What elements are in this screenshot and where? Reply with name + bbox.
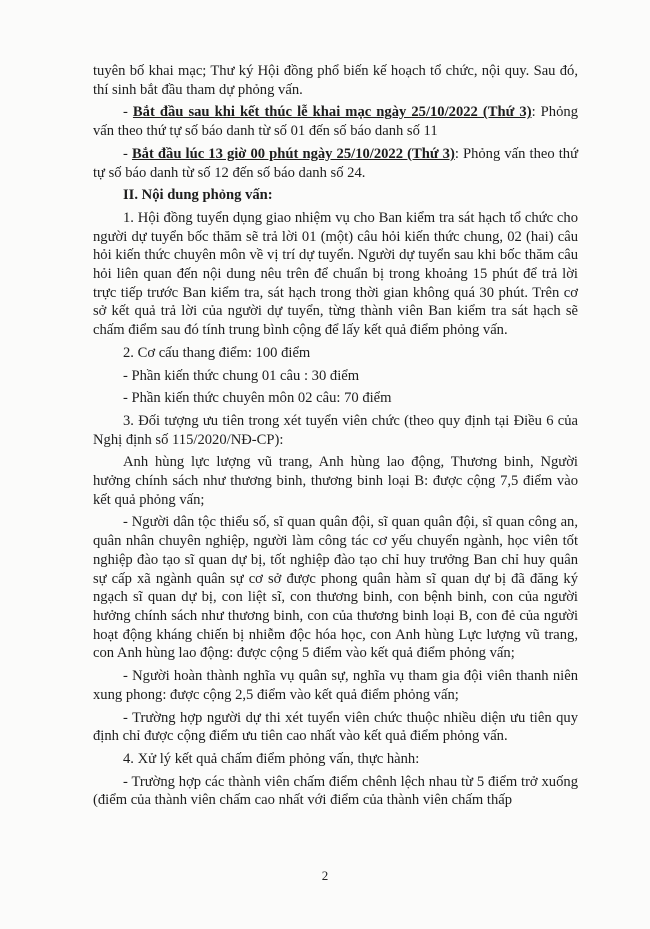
item-2: 2. Cơ cấu thang điểm: 100 điểm: [123, 344, 311, 361]
session-2: [93, 145, 578, 182]
item-4: 4. Xử lý kết quả chấm điểm phỏng vấn, thực hành:: [123, 750, 420, 767]
item-3-b: - Người dân tộc thiểu số, sĩ quan quân đội, sĩ quan quân đội, sĩ quan công an, quân nhân chuyên nghiệp, người làm công tác cơ yếu chuyển ngành, học viên tốt nghiệp đào tạo sĩ quan dự bị, tốt nghiệp đào tạo chỉ huy trưởng Ban chỉ huy quân sự cấp xã ngành quân sự cơ sở được phong quân hàm sĩ quan dự bị đã đăng ký ngạch sĩ quan dự bị, con liệt sĩ, con thương binh, con bệnh binh, con của người hưởng chính sách như thương binh, con của thương binh loại B, con đẻ của người hoạt động kháng chiến bị nhiễm độc hóa học, con Anh hùng Lực lượng vũ trang, con Anh hùng lao động: được cộng 5 điểm vào kết quả điểm phỏng vấn;: [93, 514, 578, 662]
session-1-detail: : Phỏng vấn theo thứ tự số báo danh từ số 01 đến số báo danh số 11: [93, 104, 578, 140]
session-2-time: Bắt đầu lúc 13 giờ 00 phút ngày 25/10/2022 (Thứ 3): [131, 145, 455, 162]
item-2-a: - Phần kiến thức chung 01 câu : 30 điểm: [123, 367, 360, 384]
item-3-a: Anh hùng lực lượng vũ trang, Anh hùng lao động, Thương binh, Người hưởng chính sách như thương binh, thương binh loại B: được cộng 7,5 điểm vào kết quả phỏng vấn;: [93, 454, 578, 508]
session-2-detail: : Phỏng vấn theo thứ tự số báo danh từ số 12 đến số báo danh số 24.: [93, 145, 578, 181]
item-2-b: - Phần kiến thức chuyên môn 02 câu: 70 điểm: [123, 390, 392, 407]
session-1: [93, 103, 578, 140]
document-body: [93, 62, 578, 814]
item-4-a: - Trường hợp các thành viên chấm điểm chênh lệch nhau từ 5 điểm trở xuống (điểm của thành viên chấm cao nhất với điểm của thành viên chấm thấp: [93, 773, 578, 809]
item-3-d: - Trường hợp người dự thi xét tuyển viên chức thuộc nhiều diện ưu tiên quy định chỉ được cộng điểm ưu tiên cao nhất vào kết quả điểm phỏng vấn.: [93, 709, 578, 745]
item-1: 1. Hội đồng tuyển dụng giao nhiệm vụ cho Ban kiểm tra sát hạch tổ chức cho người dự tuyển bốc thăm sẽ trả lời 01 (một) câu hỏi kiến thức chung, 02 (hai) câu hỏi kiến thức chuyên môn về vị trí dự tuyển. Người dự tuyển sau khi bốc thăm câu hỏi liên quan đến nội dung nêu trên để chuẩn bị trong khoảng 15 phút để trả lời trực tiếp trước Ban kiểm tra, sát hạch trong thời gian không quá 30 phút. Trên cơ sở kết quả trả lời của người dự tuyển, từng thành viên Ban kiểm tra sát hạch sẽ chấm điểm sau đó tính trung bình cộng để lấy kết quả điểm phỏng vấn.: [93, 209, 578, 339]
section-2-heading: II. Nội dung phỏng vấn:: [123, 187, 273, 204]
item-3: 3. Đối tượng ưu tiên trong xét tuyển viên chức (theo quy định tại Điều 6 của Nghị định số 115/2020/NĐ-CP):: [93, 412, 578, 448]
session-1-time: Bắt đầu sau khi kết thúc lễ khai mạc ngày 25/10/2022 (Thứ 3): [132, 104, 532, 121]
session-2-prefix: -: [123, 145, 132, 162]
intro-paragraph: tuyên bố khai mạc; Thư ký Hội đồng phổ biến kế hoạch tổ chức, nội quy. Sau đó, thí sinh bắt đầu tham dự phỏng vấn.: [93, 63, 578, 98]
item-3-c: - Người hoàn thành nghĩa vụ quân sự, nghĩa vụ tham gia đội viên thanh niên xung phong: được cộng 2,5 điểm vào kết quả điểm phỏng vấn;: [93, 668, 578, 703]
page-number: 2: [321, 868, 329, 883]
session-1-prefix: -: [123, 104, 133, 121]
